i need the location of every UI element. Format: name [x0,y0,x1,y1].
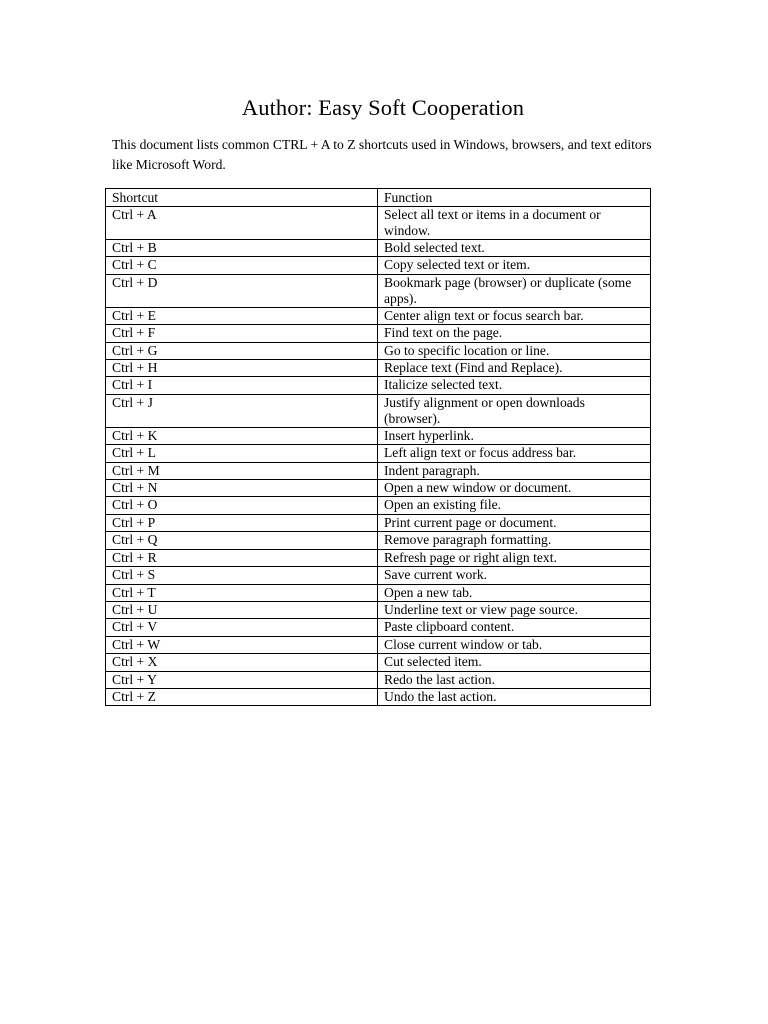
table-row [106,274,651,307]
shortcut-cell: Ctrl + S [106,567,378,584]
shortcut-cell: Ctrl + W [106,636,378,653]
function-cell: Italicize selected text. [378,377,651,394]
shortcut-cell: Ctrl + A [106,207,378,240]
shortcut-cell: Ctrl + P [106,514,378,531]
table-row [106,240,651,257]
shortcuts-table [105,188,651,706]
function-cell: Copy selected text or item. [378,257,651,274]
function-cell: Remove paragraph formatting. [378,532,651,549]
function-cell: Bookmark page (browser) or duplicate (some apps). [378,274,651,307]
document-title: Author: Easy Soft Cooperation [241,95,525,120]
function-cell: Open a new tab. [378,584,651,601]
table-row [106,636,651,653]
shortcut-cell: Ctrl + X [106,654,378,671]
function-cell: Redo the last action. [378,671,651,688]
shortcut-cell: Ctrl + R [106,549,378,566]
function-cell: Insert hyperlink. [378,427,651,444]
table-row [106,325,651,342]
shortcut-cell: Ctrl + U [106,601,378,618]
table-row [106,307,651,324]
shortcut-cell: Ctrl + F [106,325,378,342]
function-cell: Go to specific location or line. [378,342,651,359]
shortcut-cell: Ctrl + N [106,480,378,497]
shortcut-cell: Ctrl + D [106,274,378,307]
function-cell: Indent paragraph. [378,462,651,479]
shortcut-cell: Ctrl + T [106,584,378,601]
table-row [106,427,651,444]
shortcut-cell: Ctrl + K [106,427,378,444]
shortcut-cell: Ctrl + I [106,377,378,394]
shortcut-cell: Ctrl + V [106,619,378,636]
table-row [106,497,651,514]
shortcut-cell: Ctrl + M [106,462,378,479]
shortcut-cell: Ctrl + G [106,342,378,359]
table-row [106,207,651,240]
table-row [106,549,651,566]
shortcut-cell: Ctrl + Q [106,532,378,549]
table-row [106,445,651,462]
table-header-row [106,189,651,207]
shortcut-cell: Ctrl + J [106,394,378,427]
function-cell: Refresh page or right align text. [378,549,651,566]
table-row [106,584,651,601]
function-cell: Paste clipboard content. [378,619,651,636]
shortcut-cell: Ctrl + C [106,257,378,274]
table-row [106,671,651,688]
table-row [106,462,651,479]
function-cell: Open a new window or document. [378,480,651,497]
function-cell: Save current work. [378,567,651,584]
function-cell: Undo the last action. [378,688,651,705]
table-row [106,654,651,671]
table-row [106,601,651,618]
table-row [106,377,651,394]
header-shortcut: Shortcut [106,189,378,207]
function-cell: Bold selected text. [378,240,651,257]
function-cell: Replace text (Find and Replace). [378,360,651,377]
table-row [106,394,651,427]
function-cell: Left align text or focus address bar. [378,445,651,462]
intro-paragraph: This document lists common CTRL + A to Z shortcuts used in Windows, browsers, and text editors like Microsoft Word. [112,137,652,172]
shortcut-cell: Ctrl + Y [106,671,378,688]
header-function: Function [378,189,651,207]
table-row [106,688,651,705]
function-cell: Underline text or view page source. [378,601,651,618]
table-row [106,480,651,497]
function-cell: Find text on the page. [378,325,651,342]
function-cell: Center align text or focus search bar. [378,307,651,324]
function-cell: Cut selected item. [378,654,651,671]
shortcut-cell: Ctrl + L [106,445,378,462]
shortcut-cell: Ctrl + B [106,240,378,257]
table-row [106,532,651,549]
function-cell: Select all text or items in a document or window. [378,207,651,240]
function-cell: Justify alignment or open downloads (browser). [378,394,651,427]
shortcut-cell: Ctrl + Z [106,688,378,705]
function-cell: Print current page or document. [378,514,651,531]
table-row [106,514,651,531]
table-row [106,567,651,584]
function-cell: Close current window or tab. [378,636,651,653]
table-row [106,257,651,274]
shortcut-cell: Ctrl + O [106,497,378,514]
table-row [106,619,651,636]
table-row [106,342,651,359]
shortcut-cell: Ctrl + H [106,360,378,377]
table-row [106,360,651,377]
function-cell: Open an existing file. [378,497,651,514]
shortcut-cell: Ctrl + E [106,307,378,324]
